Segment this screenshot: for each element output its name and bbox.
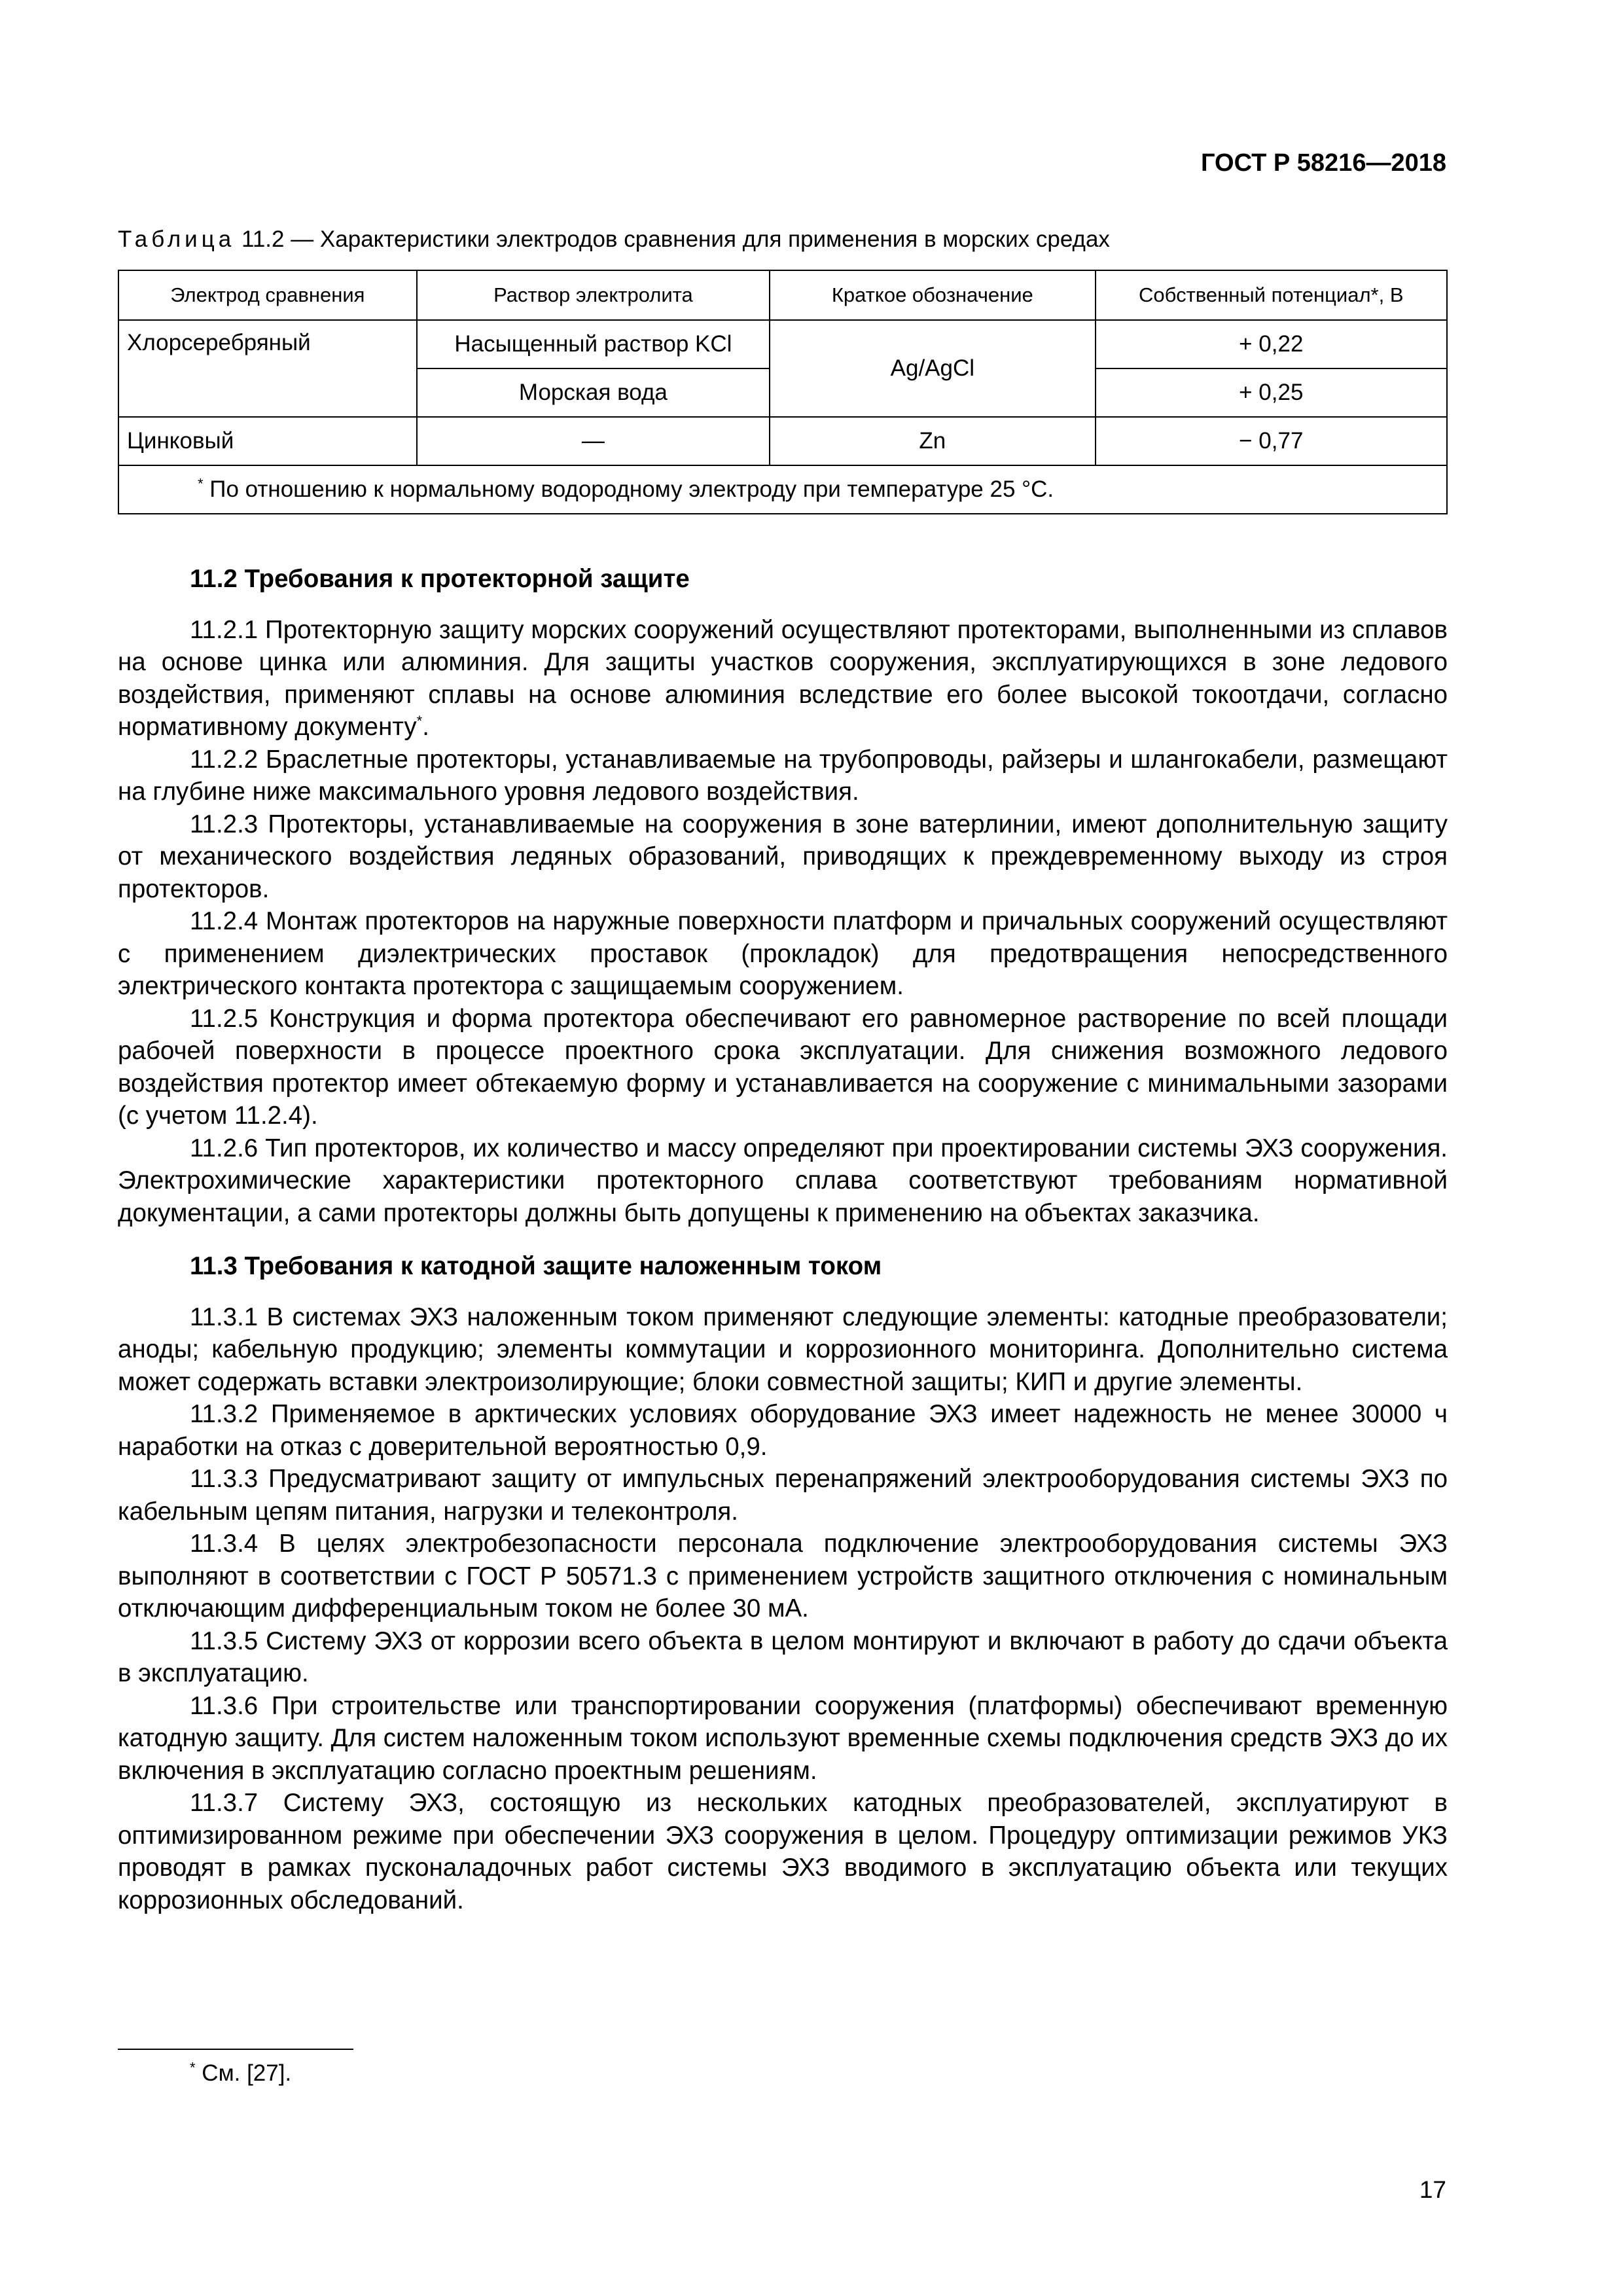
paragraph: 11.3.6 При строительстве или транспортировании сооружения (платформы) обеспечивают временную катодную защиту. Для систем наложенным током используют временные схемы подключения средств ЭХЗ до их включения в эксплуатацию согласно проектным решениям. [118,1691,1448,1785]
paragraph: 11.2.6 Тип протекторов, их количество и массу определяют при проектировании системы ЭХЗ сооружения. Электрохимические характеристики протекторного сплава соответствуют требованиям нормативной документации, а сами протекторы должны быть допущены к применению на объектах заказчика. [118,1134,1448,1227]
table-row [118,320,1447,368]
potential-cell: + 0,25 [1096,368,1447,417]
solution-cell: — [417,417,770,465]
paragraph [118,614,1448,744]
table-caption [118,226,1110,253]
footnote [190,2060,291,2087]
footnote-mark: * [190,2059,196,2076]
paragraph: 11.3.1 В системах ЭХЗ наложенным током применяют следующие элементы: катодные преобразователи; аноды; кабельную продукцию; элементы коммутации и коррозионного мониторинга. Дополнительно система может содержать вставки электроизолирующие; блоки совместной защиты; КИП и другие элементы. [118,1302,1448,1396]
section-heading: 11.3 Требования к катодной защите наложенным током [190,1252,882,1280]
paragraph: 11.3.2 Применяемое в арктических условиях оборудование ЭХЗ имеет надежность не менее 30000 ч наработки на отказ с доверительной вероятностью 0,9. [118,1400,1448,1461]
footnote-ref: * [416,713,423,730]
paragraph: 11.3.7 Систему ЭХЗ, состоящую из нескольких катодных преобразователей, эксплуатируют в оптимизированном режиме при обеспечении ЭХЗ сооружения в целом. Процедуру оптимизации режимов УКЗ проводят в рамках пусконаладочных работ системы ЭХЗ вводимого в эксплуатацию объекта или текущих коррозионных обследований. [118,1789,1448,1914]
column-header: Краткое обозначение [770,270,1095,320]
spacer [118,1229,1448,1250]
page-number: 17 [1419,2176,1446,2203]
footnote-divider [118,2049,353,2050]
document-id-header: ГОСТ Р 58216—2018 [1201,149,1446,177]
symbol-cell: Ag/AgCl [770,320,1095,417]
main-text [118,563,1448,1916]
potential-cell: + 0,22 [1096,320,1447,368]
potential-cell: − 0,77 [1096,417,1447,465]
note-text: По отношению к нормальному водородному электроду при температуре 25 °С. [203,476,1054,502]
paragraph: 11.2.4 Монтаж протекторов на наружные поверхности платформ и причальных сооружений осуществляют с применением диэлектрических проставок (прокладок) для предотвращения непосредственного электрического контакта протектора с защищаемым сооружением. [118,907,1448,1000]
paragraph: 11.2.5 Конструкция и форма протектора обеспечивают его равномерное растворение по всей площади рабочей поверхности в процессе проектного срока эксплуатации. Для снижения возможного ледового воздействия протектор имеет обтекаемую форму и устанавливается на сооружение с минимальными зазорами (с учетом 11.2.4). [118,1004,1448,1130]
symbol-cell: Zn [770,417,1095,465]
solution-cell: Морская вода [417,368,770,417]
paragraph: 11.3.3 Предусматривают защиту от импульсных перенапряжений электрооборудования системы ЭХЗ по кабельным цепям питания, нагрузки и телеконтроля. [118,1465,1448,1526]
paragraph: 11.2.2 Браслетные протекторы, устанавливаемые на трубопроводы, райзеры и шлангокабели, размещают на глубине ниже максимального уровня ледового воздействия. [118,745,1448,806]
table-header-row [118,270,1447,320]
column-header: Раствор электролита [417,270,770,320]
paragraph: 11.3.4 В целях электробезопасности персонала подключение электрооборудования системы ЭХЗ выполняют в соответствии с ГОСТ Р 50571.3 с применением устройств защитного отключения с номинальным отключающим дифференциальным током не более 30 мА. [118,1530,1448,1623]
paragraph-text: 11.2.1 Протекторную защиту морских сооружений осуществляют протекторами, выполненными из сплавов на основе цинка или алюминия. Для защиты участков сооружения, эксплуатирующихся в зоне ледового воздействия, применяют сплавы на основе алюминия вследствие его более высокой токоотдачи, согласно нормативному документу [118,615,1448,741]
paragraph: 11.3.5 Систему ЭХЗ от коррозии всего объекта в целом монтируют и включают в работу до сдачи объекта в эксплуатацию. [118,1626,1448,1687]
section-heading: 11.2 Требования к протекторной защите [190,565,690,593]
note-mark: * [198,475,204,492]
electrode-cell: Хлорсеребряный [118,320,417,417]
column-header: Электрод сравнения [118,270,417,320]
table-row [118,417,1447,465]
solution-cell: Насыщенный раствор KCl [417,320,770,368]
table-caption-text: 11.2 — Характеристики электродов сравнения для применения в морских средах [235,226,1110,252]
electrodes-table [118,270,1448,514]
table-note [118,465,1447,514]
paragraph: 11.2.3 Протекторы, устанавливаемые на сооружения в зоне ватерлинии, имеют дополнительную защиту от механического воздействия ледяных образований, приводящих к преждевременному выходу из строя протекторов. [118,810,1448,903]
table-note-row [118,465,1447,514]
table-caption-label: Таблица [118,226,236,252]
column-header: Собственный потенциал*, В [1096,270,1447,320]
paragraph-end: . [422,713,429,741]
footnote-text: См. [27]. [195,2060,292,2086]
electrode-cell: Цинковый [118,417,417,465]
